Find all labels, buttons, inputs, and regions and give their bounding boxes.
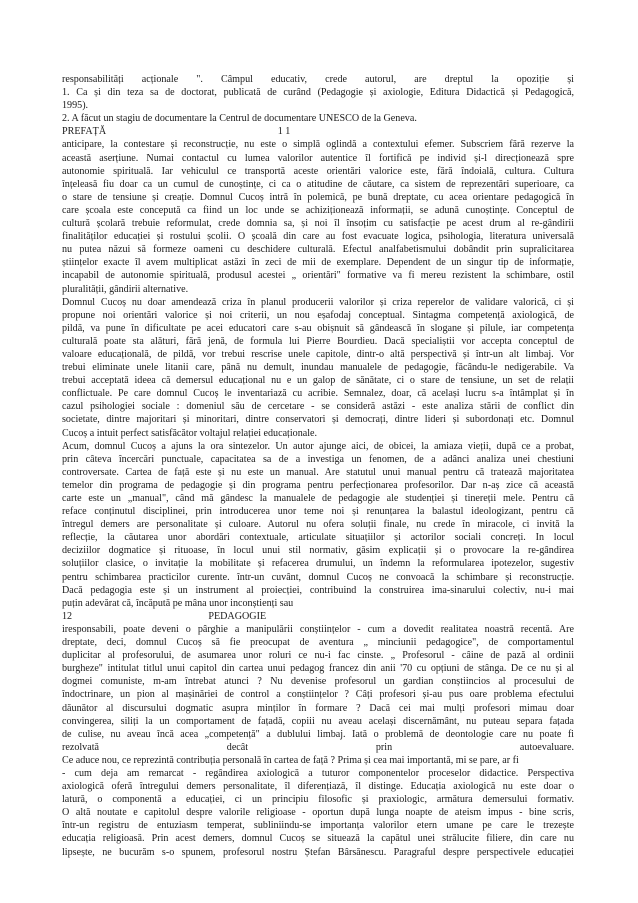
text-line: această aserțiune. Numai contactul cu lumea valorilor autentice îl fortifică pe individ și-l direcționează spre — [62, 152, 574, 164]
text-line: propune noi orientări valorice și noi criterii, un nou eșafodaj conceptual. Sintagma competență axiologică, de — [62, 309, 574, 321]
text-line: temelor din programa de pedagogie și din programa pentru perfecționarea profesorilor. Dar n-aș zice că această — [62, 479, 574, 491]
text-line: conflictuale. Pe care domnul Cucoș le inventariază cu acribie. Semnalez, doar, că același lucru s-a întâmplat și în — [62, 388, 574, 400]
text-line: într-un registru de entuziasm temperat, subliniindu-se importanța valorilor etern umane pe care le trezește — [62, 820, 574, 832]
text-line: duplicitar al profesorului, de asumarea unor roluri ce nu-i fac cinste. „ Profesorul - câine de pază al ordinii — [62, 650, 574, 662]
text-line: pildă, va pune în dificultate pe acei educatori care s-au obișnuit să gândească în slogane și pilule, iar competența — [62, 322, 574, 334]
text-line: dreptate, deci, domnul Cucoș să fie preocupat de aventura „ minciunii pedagogice", de comportamentul — [62, 637, 574, 649]
text-line: Cucoș a intuit perfect satisfăcător voltajul relației educaționale. — [62, 427, 318, 439]
text-line: autonomie spirituală. Iar vehiculul ce transportă aceste orientări valorice este, fără îndoială, cultura. Cultura — [62, 165, 574, 177]
text-line: 2. A făcut un stagiu de documentare la Centrul de documentare UNESCO de la Geneva. — [62, 113, 417, 125]
text-line: 1. Ca și din teza sa de doctorat, publicată de curând (Pedagogie și axiologie, Editura Didactică și Pedagogică, — [62, 87, 574, 99]
text-line: trebui eliminate unele litanii care, până nu demult, inundau manualele de pedagogie, făcându-le nedigerabile. Va — [62, 362, 574, 374]
text-line: axiologică oferă întregului demers personalitate, îl diferențiază, îl distinge. Educația axiologică nu este doar o — [62, 781, 574, 793]
text-line: prin câteva încercări punctuale, capacitatea sa de a investiga un fenomen, de a adânci analiza unei chestiuni — [62, 453, 574, 465]
text-line: pluralității, gândirii alternative. — [62, 283, 189, 295]
text-line: întregul demers are personalitate și culoare. Autorul nu ofera soluții finale, nu crede în miracole, ci invită la — [62, 519, 574, 531]
text-line: incapabil de autonomie spirituală, produsul acestei „ orientări" formative va fi mereu rezistent la schimbare, ostil — [62, 270, 574, 282]
text-line: deciziilor dogmatice și rituoase, în locul unui stil normativ, găsim explicații și o provocare la re-gândirea — [62, 545, 574, 557]
text-line: trebui acceptată ideea că demersul educațional nu e un galop de sănătate, ci o stare de tensiune, un set de relații — [62, 375, 574, 387]
text-line: controversate. Cartea de față este și nu este un manual. Are statutul unui manual pentru că tratează majoritatea — [62, 466, 574, 478]
text-line: nu putea năzui să formeze oameni cu deschidere culturală. Efectul analfabetismului dobândit prin supralicitarea — [62, 244, 574, 256]
text-line: soluțiilor clasice, o invitație la mobilitate și refacerea drumului, un îndemn la reformularea ipotezelor, sugestiv — [62, 558, 574, 570]
text-line: cultură școlară trebuie reformulat, crede domnia sa, și noi îl însoțim cu satisfacție pe acest drum al re-gândirii — [62, 218, 574, 230]
text-line: îndoctrinare, un pion al mașinăriei de control a conștiințelor ? Câți profesori și-au pus oare problema efectului — [62, 689, 574, 701]
text-line: științelor exacte îl avem multiplicat astăzi în zeci de mii de exemplare. Dependent de un singur tip de informație, — [62, 257, 574, 269]
text-line: anticipare, la contestare și reconstrucție, nu este o simplă oglindă a contextului efemer. Subscriem fără rezerve la — [62, 139, 574, 151]
text-line: cazul psihologiei sociale : domeniul său de cercetare - se consideră astăzi - este analiza stării de conflict din — [62, 401, 574, 413]
running-header: PREFAȚĂ 1 1 — [62, 126, 291, 138]
text-line: responsabilități acționale ". Câmpul educativ, crede autorul, are dreptul la opoziție și — [62, 74, 574, 85]
text-line: convingerea, siliți la un comportament de fațadă, copiii nu aveau același discernământ, nu puteau separa fațada — [62, 715, 574, 727]
text-line: culturală poate sta alături, fără jenă, de formula lui Pierre Bourdieu. Dacă specialiștii vor accepta conceptul de — [62, 335, 574, 347]
text-line: 1995). — [62, 100, 89, 112]
text-line: care școala este concepută ca fiind un loc unde se achiziționează informații, se adună cunoștințe. Conceptul de — [62, 204, 574, 216]
text-line: Dacă pedagogia este și un instrument al proiecției, contribuind la construirea ima-sinarului colectiv, nu-i mai — [62, 584, 574, 596]
document-page — [62, 73, 574, 859]
text-line: finalităților educației și rostului școlii. O școală din care au fost evacuate logica, psihologia, literatura universală — [62, 231, 574, 243]
text-line: carte este un „manual", când mă gândesc la manualele de pedagogie ale studenției și tinereții mele. Pentru că — [62, 493, 574, 504]
text-line: o stare de tensiune și creație. Domnul Cucoș intră în polemică, pe bună dreptate, cu acea orientare pedagogică în — [62, 191, 574, 203]
text-line: înțeleasă fiu doar ca un cumul de cunoștințe, ci ca o atitudine de căutare, ca sistem de reprezentări superioare, ca — [62, 178, 574, 190]
text-line: dăunător al discursului dogmatic asupra minților în formare ? Dacă cei mai mulți profesori mimau doar — [62, 702, 574, 714]
text-line: puțin adevărat că, încăpută pe mâna unor inconștienți sau — [62, 597, 294, 609]
text-line: Acum, domnul Cucoș a ajuns la ora sintezelor. Un autor ajunge aici, de obicei, la amiaza vieții, după ce a probat, — [62, 440, 574, 452]
running-header: 12 PEDAGOGIE — [62, 610, 267, 622]
text-line: burgheze" intitulat titlul unui capitol din cartea unui pedagog francez din anii '70 cu opțiuni de stânga. De ce nu și al — [62, 663, 574, 675]
text-line: societate, dintre majoritari și minoritari, dintre conservatori și democrați, dintre lideri și subordonați etc. Domnul — [62, 414, 574, 426]
text-line: valoare educațională, de pildă, vor trebui rescrise unele capitole, dintr-o altă perspectivă și într-un alt limbaj. Vor — [62, 348, 574, 360]
text-line: latură, o componentă a educației, ci un principiu filosofic și praxiologic, armătura demersului formativ. — [62, 794, 574, 806]
text-line: - cum deja am remarcat - regândirea axiologică a tuturor componentelor proceselor didactice. Perspectiva — [62, 767, 574, 779]
text-line: Ce aduce nou, ce reprezintă contribuția personală în cartea de față ? Prima și cea mai importantă, mi se pare, ar fi — [62, 754, 519, 766]
text-line: educația religioasă. Prin acest demers, domnul Cucoș se situează la capătul unei strălucite filiere, din care nu — [62, 833, 574, 845]
text-line: rezolvată decât prin autoevaluare. — [62, 741, 574, 753]
text-line: reflecție, la căutarea unor abordări contextuale, articulate situațiilor și actorilor sociali concreți. In locul — [62, 532, 574, 544]
text-line: iresponsabili, poate deveni o pârghie a manipulării conștiințelor - cum a dovedit realitatea noastră recentă. Are — [62, 623, 574, 635]
text-line: lipsește, ne bucurăm s-o spunem, profesorul nostru Ștefan Bârsănescu. Paragraful despre perspectivele educației — [62, 846, 574, 858]
text-line: pentru schimbarea practicilor curente. într-un cuvânt, domnul Cucoș ne convoacă la schimbare și reconstrucție. — [62, 571, 574, 583]
text-line: dogmei comuniste, m-am întrebat atunci ? Nu devenise profesorul un gardian conștiincios al procesului de — [62, 676, 574, 688]
text-line: O altă noutate e capitolul despre valorile religioase - oportun după lunga noapte de ateism impus - bine scris, — [62, 807, 574, 819]
text-line: de culise, nu aveau încă acea „competență" a dublului limbaj. Iată o problemă de deontologie care nu poate fi — [62, 728, 574, 740]
text-line: reface conținutul disciplinei, prin introducerea unor teme noi și renunțarea la balastul ideologizant, pentru că — [62, 506, 574, 518]
text-line: Domnul Cucoș nu doar amendează criza în planul producerii valorilor și criza reperelor de validare valorică, ci și — [62, 296, 574, 308]
